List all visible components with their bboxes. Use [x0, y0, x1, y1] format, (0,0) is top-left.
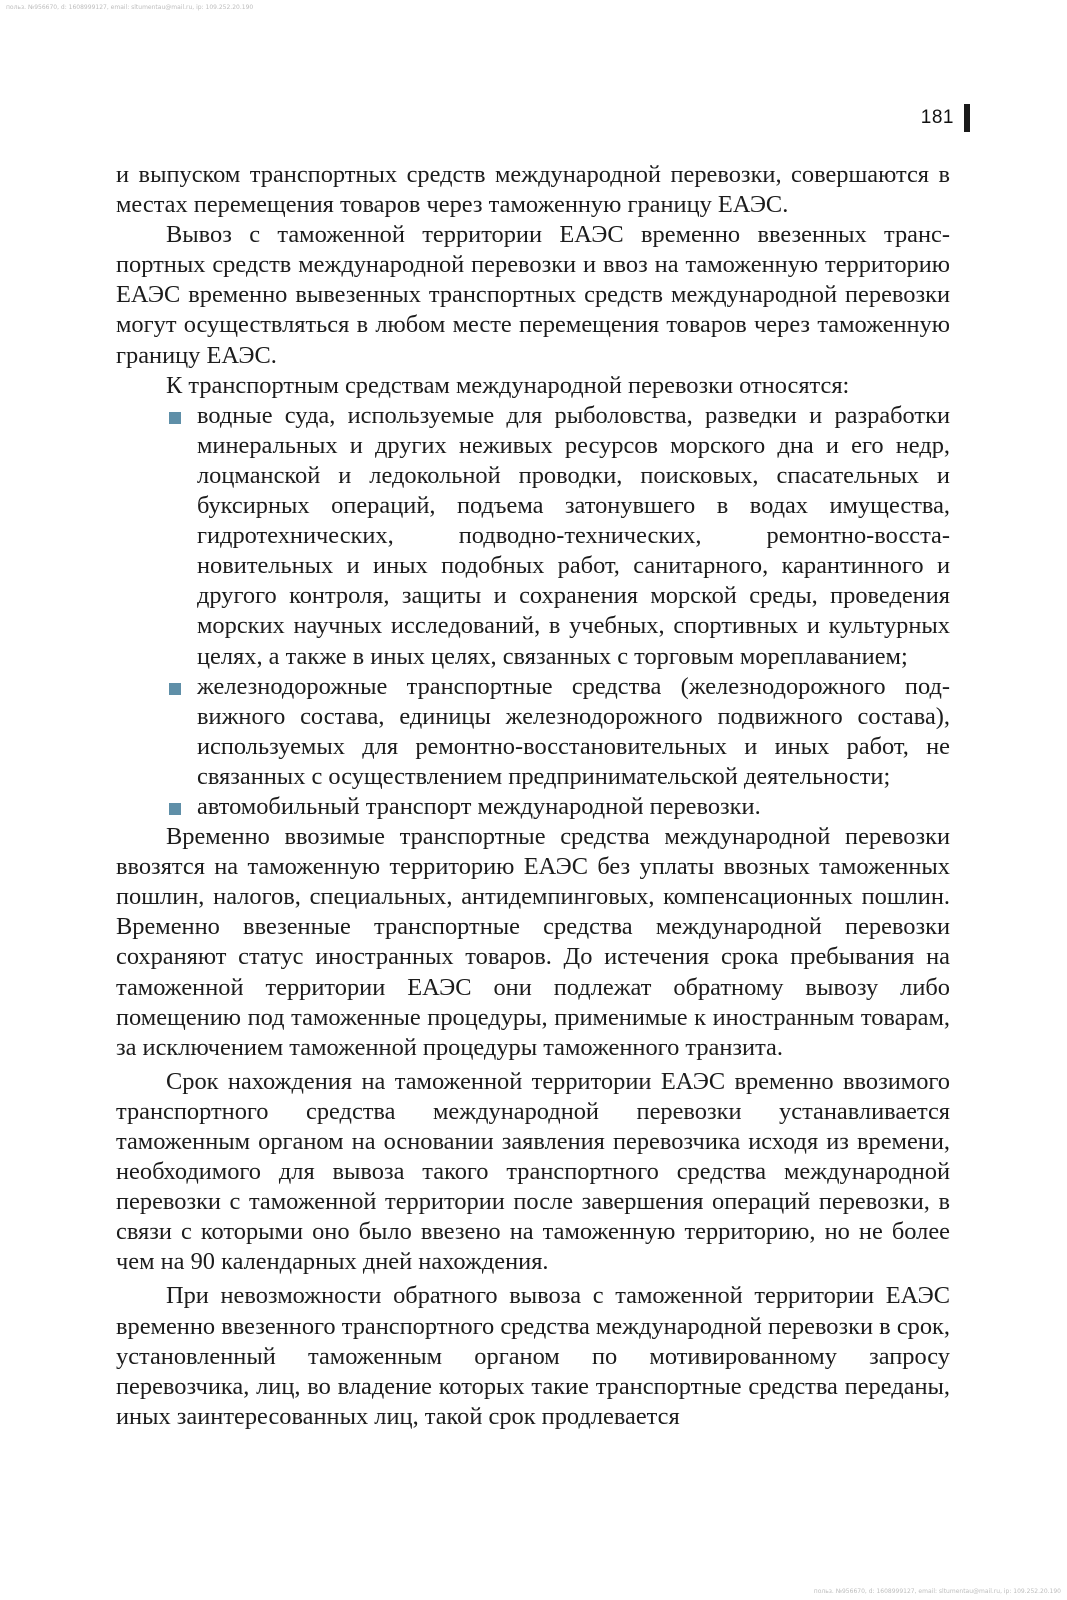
list-item [197, 792, 950, 822]
square-bullet-icon [169, 412, 181, 424]
page-number-block [921, 104, 970, 132]
paragraph: При невозможности обратного вывоза с таможенной территории ЕАЭС временно ввезенного транспортного средства международной перевозки в срок, установленный таможенным органом по мотивированному запросу перевозчика, лиц, во владение которых такие транспортные средства переданы, иных заинтересованных лиц, такой срок продлевается [116, 1282, 950, 1430]
list-item-text: железнодорожные транспортные средства (железнодорожного подвижного состава, единицы железнодорожного подвижного состава), используемых для ремонтно-восстановительных и иных работ, не связанных с осуществлением предпринимательской деятельности; [197, 672, 950, 790]
bullet-list [116, 401, 950, 822]
page-number: 181 [920, 107, 954, 128]
paragraph: Вывоз с таможенной территории ЕАЭС временно ввезенных транспортных средств международной перевозки и ввоз на таможенную территорию ЕАЭС временно вывезенных транспортных средств международной перевозки могут осуществляться в любом месте перемещения товаров через таможенную границу ЕАЭС. [116, 221, 950, 369]
body-text [116, 160, 950, 1432]
square-bullet-icon [169, 803, 181, 815]
paragraph: Срок нахождения на таможенной территории ЕАЭС временно ввозимого транспортного средства международной перевозки устанавливается таможенным органом на основании заявления перевозчика исходя из времени, необходимого для вывоза такого транспортного средства международной перевозки с таможенной территории после завершения операций перевозки, в связи с которыми оно было ввезено на таможенную территорию, но не более чем на 90 календарных дней нахождения. [116, 1067, 950, 1276]
list-item-text: автомобильный транспорт международной перевозки. [197, 792, 761, 820]
list-intro-paragraph: К транспортным средствам международной перевозки относятся: [166, 371, 850, 399]
paragraph-continuation: и выпуском транспортных средств международной перевозки, совершаются в местах перемещения товаров через таможенную границу ЕАЭС. [116, 161, 950, 219]
page-number-bar [964, 104, 970, 132]
list-item [197, 401, 950, 672]
watermark-bottom: польз. №956670, d: 1608999127, email: sltumentau@mail.ru, ip: 109.252.20.190 [813, 1588, 1061, 1595]
list-item [197, 672, 950, 792]
list-item-text: водные суда, используемые для рыболовства, разведки и разработки минеральных и других неживых ресурсов морского дна и его недр, лоцманской и ледокольной проводки, поисковых, спасательных и буксирных операций, подъема затонувшего в водах имущества, гидротехнических, подводно-технических, ремонтно-восстановительных и иных подобных работ, санитарного, карантинного и другого контроля, защиты и сохранения морской среды, проведения морских научных исследований, в учебных, спортивных и культурных целях, а также в иных целях, связанных с торговым мореплаванием; [197, 401, 950, 670]
paragraph: Временно ввозимые транспортные средства международной перевозки ввозятся на таможенную территорию ЕАЭС без уплаты ввозных таможенных пошлин, налогов, специальных, антидемпинговых, компенсационных пошлин. Временно ввезенные транспортные средства международной перевозки сохраняют статус иностранных товаров. До истечения срока пребывания на таможенной территории ЕАЭС они подлежат обратному вывозу либо помещению под таможенные процедуры, применимые к иностранным товарам, за исключением таможенной процедуры таможенного транзита. [116, 823, 950, 1061]
watermark-top: польз. №956670, d: 1608999127, email: sltumentau@mail.ru, ip: 109.252.20.190 [6, 4, 254, 11]
square-bullet-icon [169, 683, 181, 695]
